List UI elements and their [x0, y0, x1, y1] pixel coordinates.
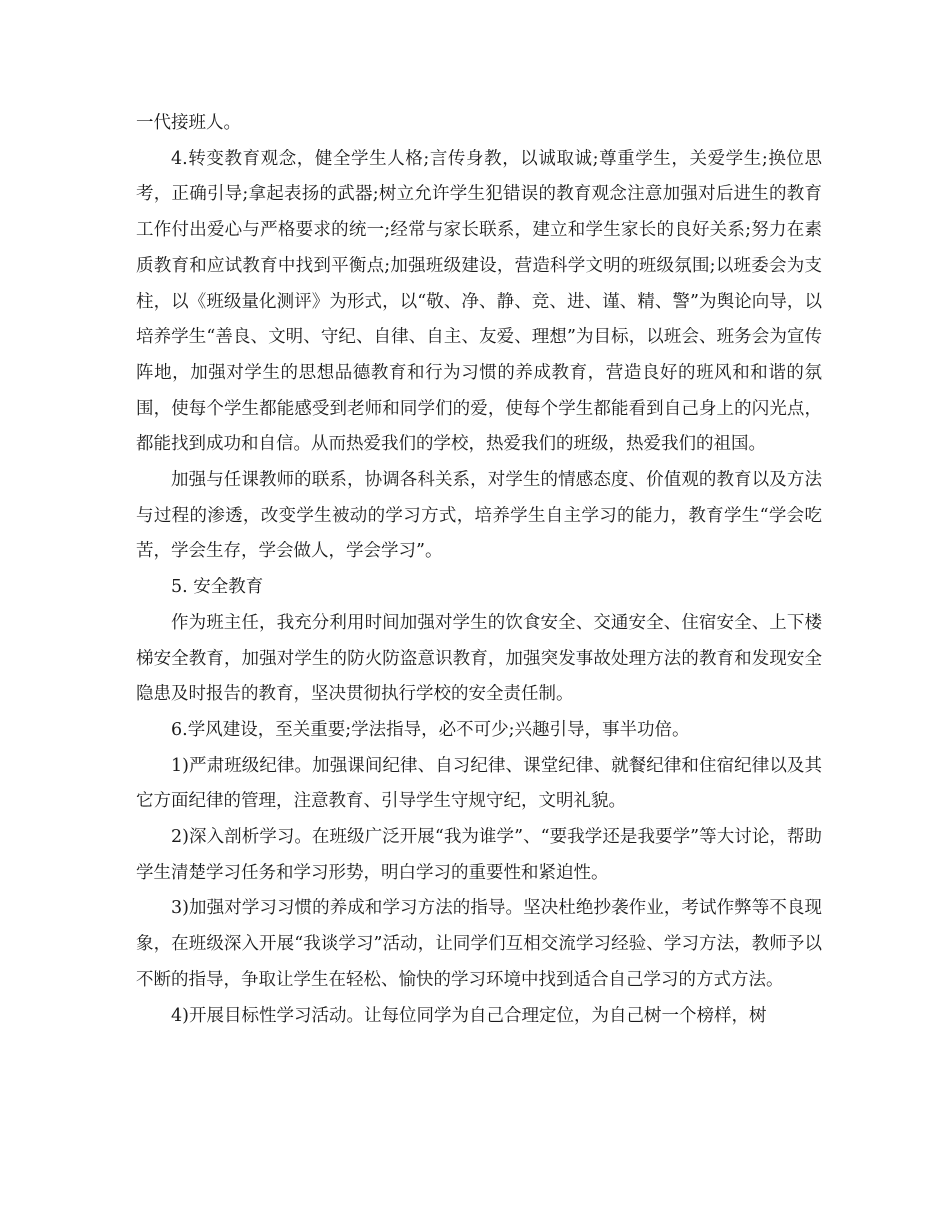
paragraph-teacher-contact: 加强与任课教师的联系，协调各科关系，对学生的情感态度、价值观的教育以及方法与过程的渗透，改变学生被动的学习方式，培养学生自主学习的能力，教育学生“学会吃苦，学会生存，学会做人，学会学习”。 — [136, 470, 822, 562]
paragraph-subitem-4: 4)开展目标性学习活动。让每位同学为自己合理定位，为自己树一个榜样，树 — [171, 1005, 767, 1026]
paragraph-continuation: 一代接班人。 — [136, 113, 241, 133]
document-page — [136, 106, 822, 1034]
paragraph-item-6: 6.学风建设，至关重要;学法指导，必不可少;兴趣引导，事半功倍。 — [171, 719, 690, 740]
paragraph-safety: 作为班主任，我充分利用时间加强对学生的饮食安全、交通安全、住宿安全、上下楼梯安全教育，加强对学生的防火防盗意识教育，加强突发事故处理方法的教育和发现安全隐患及时报告的教育，坚决贯彻执行学校的安全责任制。 — [136, 612, 822, 705]
paragraph-subitem-1: 1)严肃班级纪律。加强课间纪律、自习纪律、课堂纪律、就餐纪律和住宿纪律以及其它方面纪律的管理，注意教育、引导学生守规守纪，文明礼貌。 — [136, 755, 822, 812]
section-heading-safety: 5. 安全教育 — [171, 577, 264, 598]
paragraph-item-4: 4.转变教育观念，健全学生人格;言传身教，以诚取诚;尊重学生，关爱学生;换位思考，正确引导;拿起表扬的武器;树立允许学生犯错误的教育观念注意加强对后进生的教育工作付出爱心与严格要求的统一;经常与家长联系，建立和学生家长的良好关系;努力在素质教育和应试教育中找到平衡点;加强班级建设，营造科学文明的班级氛围;以班委会为支柱，以《班级量化测评》为形式，以“敬、净、静、竞、进、谨、精、警”为舆论向导，以培养学生“善良、文明、守纪、自律、自主、友爱、理想”为目标，以班会、班务会为宣传阵地，加强对学生的思想品德教育和行为习惯的养成教育，营造良好的班风和和谐的氛围，使每个学生都能感受到老师和同学们的爱，使每个学生都能看到自己身上的闪光点，都能找到成功和自信。从而热爱我们的学校，热爱我们的班级，热爱我们的祖国。 — [136, 148, 822, 455]
paragraph-subitem-2: 2)深入剖析学习。在班级广泛开展“我为谁学”、“要我学还是我要学”等大讨论，帮助学生清楚学习任务和学习形势，明白学习的重要性和紧迫性。 — [136, 827, 822, 883]
paragraph-subitem-3: 3)加强对学习习惯的养成和学习方法的指导。坚决杜绝抄袭作业，考试作弊等不良现象，在班级深入开展“我谈学习”活动，让同学们互相交流学习经验、学习方法，教师予以不断的指导，争取让学生在轻松、愉快的学习环境中找到适合自己学习的方式方法。 — [136, 898, 822, 990]
